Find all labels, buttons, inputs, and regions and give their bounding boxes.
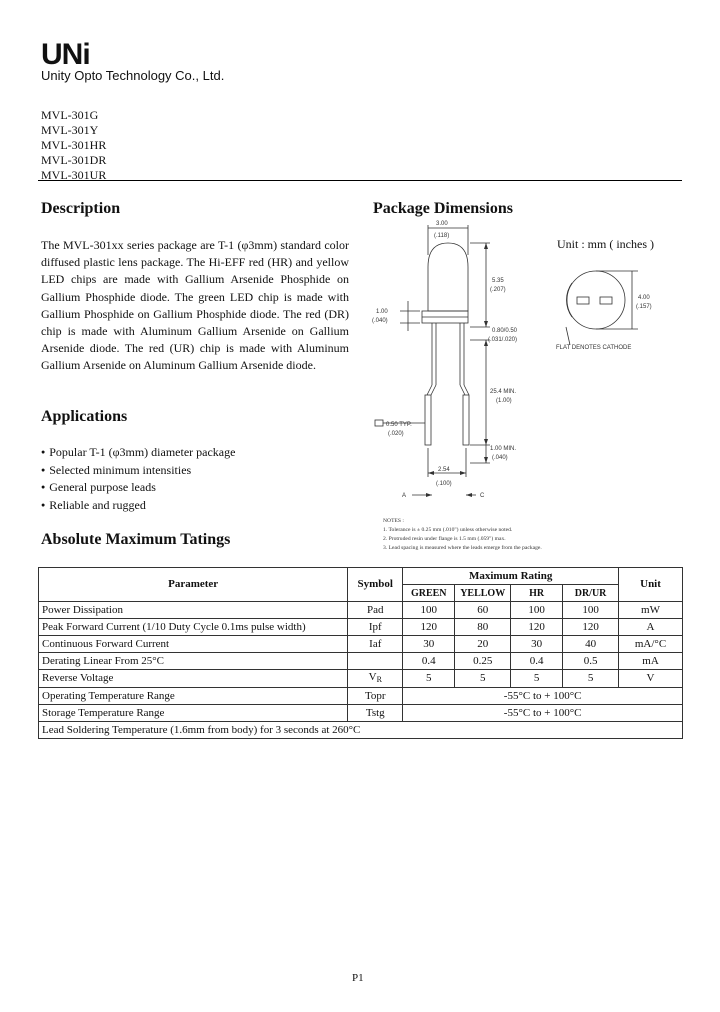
dim-label: (.020) (388, 431, 404, 437)
value-cell: 120 (403, 619, 455, 636)
note-line: 3. Lead spacing is measured where the leads emerge from the package. (383, 545, 542, 551)
param-cell: Continuous Forward Current (39, 636, 348, 653)
header-unit: Unit (619, 568, 683, 602)
dim-label: 5.35 (492, 278, 504, 284)
header-max-rating: Maximum Rating (403, 568, 619, 585)
value-cell: 0.4 (403, 653, 455, 670)
dim-label: 3.00 (436, 221, 448, 227)
model-number: MVL-301HR (41, 138, 107, 152)
unit-cell: mA (619, 653, 683, 670)
model-number: MVL-301UR (41, 168, 107, 182)
applications-list (41, 444, 235, 514)
company-logo: UNi (41, 38, 90, 71)
package-dimension-drawing (370, 215, 680, 505)
param-cell: Derating Linear From 25°C (39, 653, 348, 670)
symbol-text: V (368, 671, 377, 683)
header-symbol: Symbol (348, 568, 403, 602)
ratings-heading: Absolute Maximum Tatings (41, 531, 231, 548)
value-cell: -55°C to + 100°C (403, 688, 683, 705)
value-cell: 40 (563, 636, 619, 653)
cathode-label: C (480, 493, 485, 499)
note-line: NOTES : (383, 518, 404, 524)
table-row (39, 670, 683, 688)
table-row (39, 602, 683, 619)
dim-label: 2.54 (438, 467, 450, 473)
description-text: The MVL-301xx series package are T-1 (φ3mm) standard color diffused plastic lens package. The Hi-EFF red (HR) and yellow LED chips are made with Gallium Arsenide Phosphide on Gallium Phosphide diode. The green LED chip is made with Gallium Phosphide on Gallium Phosphide diode. The red (DR) chip is made with Aluminum Gallium Arsenide on Gallium Arsenide diode. The red (UR) chip is made with Aluminum Gallium Arsenide on Aluminum Gallium Arsenide diode. (41, 238, 349, 373)
header-col: GREEN (403, 585, 455, 602)
value-cell: 5 (563, 670, 619, 688)
table-row (39, 688, 683, 705)
list-item: ● Selected minimum intensities (41, 462, 235, 480)
package-notes (383, 517, 542, 553)
package-heading: Package Dimensions (373, 200, 513, 217)
symbol-cell: Tstg (348, 705, 403, 722)
solder-cell: Lead Soldering Temperature (1.6mm from body) for 3 seconds at 260°C (39, 722, 683, 739)
table-row (39, 722, 683, 739)
header-col: HR (511, 585, 563, 602)
value-cell: 20 (455, 636, 511, 653)
table-row (39, 619, 683, 636)
dim-label: (.040) (492, 455, 508, 461)
value-cell: 100 (511, 602, 563, 619)
value-cell: 30 (511, 636, 563, 653)
value-cell: 120 (563, 619, 619, 636)
value-cell: 120 (511, 619, 563, 636)
value-cell: 5 (403, 670, 455, 688)
dim-label: 4.00 (638, 295, 650, 301)
dim-label: (.157) (636, 304, 652, 310)
table-row (39, 653, 683, 670)
value-cell: 60 (455, 602, 511, 619)
note-line: 2. Protruded resin under flange is 1.5 mm (.059") max. (383, 536, 506, 542)
model-number: MVL-301Y (41, 123, 99, 137)
dim-label: 25.4 MIN. (490, 389, 517, 395)
symbol-cell (348, 653, 403, 670)
dim-label: (.207) (490, 287, 506, 293)
dim-label: (.040) (372, 318, 388, 324)
unit-label: Unit : mm ( inches ) (557, 237, 654, 251)
unit-cell: mA/°C (619, 636, 683, 653)
dim-label: (1.00) (496, 398, 512, 404)
value-cell: 0.25 (455, 653, 511, 670)
param-cell: Storage Temperature Range (39, 705, 348, 722)
dim-label: (.031/.020) (488, 337, 518, 343)
list-item: ● Popular T-1 (φ3mm) diameter package (41, 444, 235, 462)
param-cell: Peak Forward Current (1/10 Duty Cycle 0.1ms pulse width) (39, 619, 348, 636)
header-col: YELLOW (455, 585, 511, 602)
param-cell: Power Dissipation (39, 602, 348, 619)
param-cell: Operating Temperature Range (39, 688, 348, 705)
dim-label: 1.00 (376, 309, 388, 315)
list-item: ● General purpose leads (41, 479, 235, 497)
company-name: Unity Opto Technology Co., Ltd. (41, 68, 225, 83)
table-header-row (39, 568, 683, 585)
symbol-cell: Topr (348, 688, 403, 705)
list-item: ● Reliable and rugged (41, 497, 235, 515)
model-list (41, 108, 106, 183)
page-number: P1 (352, 972, 364, 984)
symbol-cell: Iaf (348, 636, 403, 653)
symbol-cell (348, 670, 403, 688)
value-cell: 100 (403, 602, 455, 619)
header-col: DR/UR (563, 585, 619, 602)
dim-label: 1.00 MIN. (490, 446, 517, 452)
header-divider (38, 180, 682, 181)
unit-cell: mW (619, 602, 683, 619)
anode-label: A (402, 493, 407, 499)
value-cell: 0.4 (511, 653, 563, 670)
dim-label: FLAT DENOTES CATHODE (556, 345, 632, 351)
symbol-cell: Ipf (348, 619, 403, 636)
unit-cell: A (619, 619, 683, 636)
model-number: MVL-301DR (41, 153, 107, 167)
value-cell: 5 (455, 670, 511, 688)
unit-cell: V (619, 670, 683, 688)
table-row (39, 636, 683, 653)
applications-heading: Applications (41, 408, 128, 425)
symbol-subscript: R (376, 675, 382, 684)
ratings-table (38, 567, 683, 739)
note-line: 1. Tolerance is ± 0.25 mm (.010") unless otherwise noted. (383, 527, 513, 533)
value-cell: 30 (403, 636, 455, 653)
dim-label: 0.50 TYP. (386, 422, 412, 428)
value-cell: 5 (511, 670, 563, 688)
value-cell: 80 (455, 619, 511, 636)
value-cell: 100 (563, 602, 619, 619)
param-cell: Reverse Voltage (39, 670, 348, 688)
dim-label: 0.80/0.50 (492, 328, 518, 334)
header-parameter: Parameter (39, 568, 348, 602)
table-row (39, 705, 683, 722)
value-cell: -55°C to + 100°C (403, 705, 683, 722)
dim-label: (.118) (434, 233, 450, 239)
value-cell: 0.5 (563, 653, 619, 670)
description-heading: Description (41, 200, 121, 217)
symbol-cell: Pad (348, 602, 403, 619)
model-number: MVL-301G (41, 108, 99, 122)
dim-label: (.100) (436, 481, 452, 487)
